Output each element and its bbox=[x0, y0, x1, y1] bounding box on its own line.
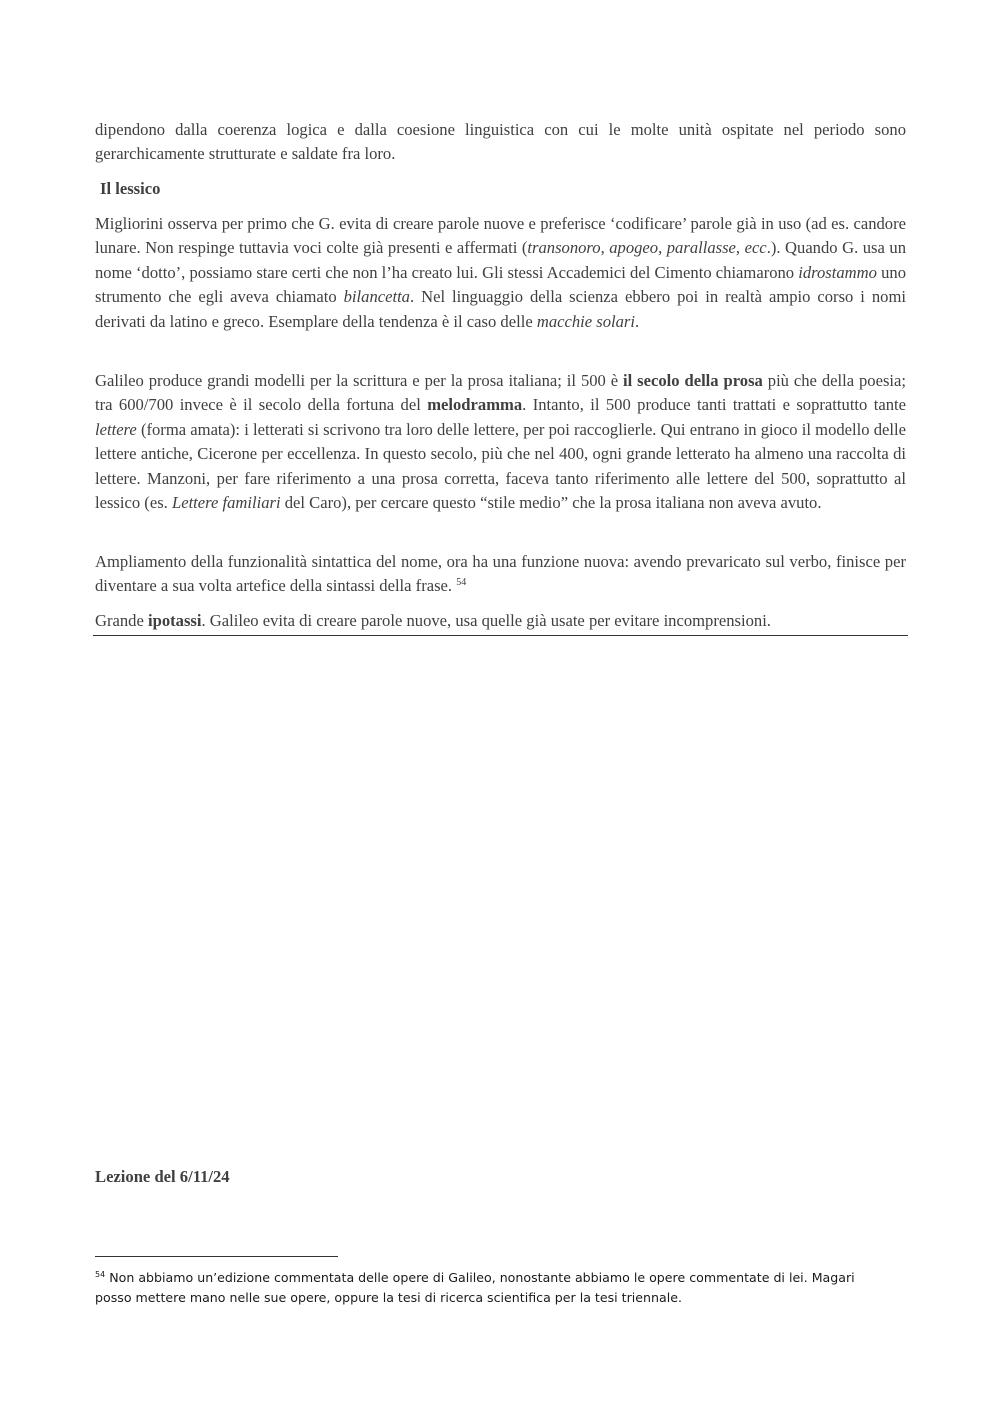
footnote-number: 54 bbox=[95, 1270, 106, 1279]
lesson-heading: Lezione del 6/11/24 bbox=[95, 1167, 230, 1186]
paragraph-galileo: Galileo produce grandi modelli per la scrittura e per la prosa italiana; il 500 è il secolo della prosa più che della poesia; tra 600/700 invece è il secolo della fortuna del melodramma. Intanto, il 500 produce tanti trattati e soprattutto tante lettere (forma amata): i letterati si scrivono tra loro delle lettere, per poi raccoglierle. Qui entrano in gioco il modello delle lettere antiche, Cicerone per eccellenza. In questo secolo, più che nel 400, ogni grande letterato ha almeno una raccolta di lettere. Manzoni, per fare riferimento a una prosa corretta, faceva tanto riferimento alle lettere del 500, soprattutto al lessico (es. Lettere familiari del Caro), per cercare questo “stile medio” che la prosa italiana non aveva avuto. bbox=[95, 371, 907, 513]
paragraph-ampliamento: Ampliamento della funzionalità sintattica del nome, ora ha una funzione nuova: avendo prevaricato sul verbo, finisce per diventare a sua volta artefice della sintassi della frase. $^{54}$ bbox=[95, 552, 906, 596]
footnote-54 bbox=[95, 1268, 895, 1308]
paragraph-ipotassi: Grande ipotassi. Galileo evita di creare parole nuove, usa quelle già usate per evitare incomprensioni. bbox=[95, 611, 771, 630]
section-heading-lessico: Il lessico bbox=[100, 179, 161, 198]
footnote-reference[interactable]: 54 bbox=[456, 577, 467, 589]
paragraph-lessico: Migliorini osserva per primo che G. evita di creare parole nuove e preferisce ‘codificare’ parole già in uso (ad es. candore lunare. Non respinge tuttavia voci colte già presenti e affermati (transonoro, apogeo, parallasse, ecc.). Quando G. usa un nome ‘dotto’, possiamo stare certi che non l’ha creato lui. Gli stessi Accademici del Cimento chiamarono idrostammo uno strumento che egli aveva chiamato bilancetta. Nel linguaggio della scienza ebbero poi in realtà ampio corso i nomi derivati da latino e greco. Esemplare della tendenza è il caso delle macchie solari. bbox=[95, 214, 906, 331]
footnote-text: Non abbiamo un’edizione commentata delle opere di Galileo, nonostante abbiamo le opere commentate di lei. Magari posso mettere mano nelle sue opere, oppure la tesi di ricerca scientifica per la tesi triennale. bbox=[95, 1270, 855, 1305]
footnote-separator bbox=[95, 1256, 338, 1257]
paragraph-intro: dipendono dalla coerenza logica e dalla coesione linguistica con cui le molte unità ospitate nel periodo sono gerarchicamente strutturate e saldate fra loro. bbox=[95, 120, 906, 164]
paragraph-bottom-border bbox=[93, 635, 908, 636]
